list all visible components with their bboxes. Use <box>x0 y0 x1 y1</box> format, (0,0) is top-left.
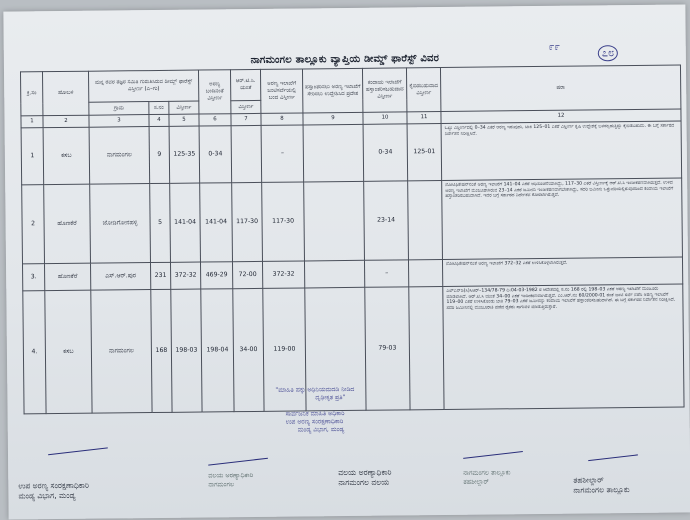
cell-rtc: 34-00 <box>233 288 264 411</box>
header-col10: ಕಂದಾಯ ಇಲಾಖೆಗೆ ಹಸ್ತಾಂತರಿಸಬಹುದಾದ ವಿಸ್ತೀರ್ಣ <box>362 68 406 112</box>
header-rec-area: ಅರಣ್ಯ ಬಂದಿನಂತೆ ವಿಸ್ತೀರ್ಣ <box>198 70 230 114</box>
cell-col11: 125-01 <box>407 124 442 181</box>
cell-remarks: ನೋಟಿಫಿಕೇಷನ್‌ನಂತೆ ಅರಣ್ಯ ಇಲಾಖೆಗೆ 372–32 ಎಕರೆ ಉಳಿಸಿಕೊಳ್ಳಲಾಗಿರುತ್ತದೆ. <box>442 257 682 287</box>
cell-remarks: ನೋಟಿಫಿಕೇಷನ್‌ನಂತೆ ಅರಣ್ಯ ಇಲಾಖೆಗೆ 141–04 ಎಕರೆ ಅಧಿಸೂಚನೆಯಾಗಿದ್ದು, 117–30 ಎಕರೆ ವಿಸ್ತೀರ್ಣಕ್ಕೆ ಆರ್.ಟಿ.ಸಿ ಇಂಡೀಕರಣವಾಗಿರುತ್ತದೆ. ಉಳಿದ ಅರಣ್ಯ ಇಲಾಖೆಗೆ ಮಂಜೂರಾಗಿರುವ 23–14 ಎಕರೆ ಜಮೀನು ಇಂಡೀಕರಣವಾಗಬೇಕಾಗಿದ್ದು, ಸದರಿ ಜಮೀನು ಒತ್ತುವರಿಯಲ್ಲಿರುವುದರಿಂದ ಕಂದಾಯ ಇಲಾಖೆಗೆ ಹಸ್ತಾಂತರಿಸಬಹುದಾಗಿದೆ. ಇದರ ಬಗ್ಗೆ ಸರ್ಕಾರದ ನಿರ್ದೇಶನ ಕೋರಲಾಗಿರುತ್ತದೆ. <box>442 178 683 260</box>
header-sl: ಕ್ರ.ಸಂ <box>20 72 42 116</box>
cell-col10: 23-14 <box>364 181 409 260</box>
stamp-line: ಸಾರ್ವಜನಿಕ ಮಾಹಿತಿ ಅಧಿಕಾರಿ <box>285 410 345 418</box>
header-row <box>20 65 680 103</box>
cell-col10: 0-34 <box>363 124 408 181</box>
cell-area: 198-03 <box>171 289 202 412</box>
header-rtc-area: ವಿಸ್ತೀರ್ಣ <box>231 100 261 113</box>
col-number: 6 <box>199 114 231 126</box>
signatory-title: ಉಪ ಅರಣ್ಯ ಸಂರಕ್ಷಣಾಧಿಕಾರಿ <box>18 480 90 491</box>
signature <box>463 451 523 459</box>
cell-survey: 5 <box>150 183 171 262</box>
cell-joint-survey: 119-00 <box>263 288 306 411</box>
signatory-title: ನಾಗಮಂಗಲ ತಾಲ್ಲೂಕು <box>463 468 511 477</box>
document-title: ನಾಗಮಂಗಲ ತಾಲ್ಲೂಕು ವ್ಯಾಪ್ತಿಯ ಡೀಮ್ಡ್ ಫಾರೆಸ್ಟ್ ವಿವರ <box>250 53 440 66</box>
cell-col11 <box>408 259 442 286</box>
header-committee: ಮನ್ನ ರವರ ತಜ್ಞರ ಸಮಿತಿ ಗುರುತಿಸಿರುವ ಡೀಮ್ಡ್ ಫಾರೆಸ್ಟ್ ವಿಸ್ತೀರ್ಣ (ಎ–ಗು) <box>88 70 198 102</box>
stamp-line: ದೃಢೀಕೃತ ಪ್ರತಿ" <box>315 394 346 402</box>
page-mark: ೯೯ <box>548 41 561 53</box>
cell-hobli: ಕಸಬ <box>43 127 90 184</box>
cell-village: ಎಸ್.ಆರ್.ಪುರ <box>90 263 150 291</box>
stamp-line: ಮಂಡ್ಯ ವಿಭಾಗ, ಮಂಡ್ಯ <box>297 426 345 434</box>
deemed-forest-table <box>20 64 685 414</box>
signatory-title: ತಹಶೀಲ್ದಾರ್ <box>573 475 604 485</box>
cell-col9 <box>303 124 364 182</box>
cell-col10: 79-03 <box>365 287 410 410</box>
col-number: 1 <box>21 116 43 128</box>
col-number: 2 <box>43 115 89 127</box>
cell-joint-survey: 372-32 <box>263 261 305 288</box>
cell-col11 <box>409 286 444 409</box>
col-number: 8 <box>261 113 303 125</box>
cell-survey: 231 <box>150 262 170 289</box>
cell-hobli: ಹೊಣಕೆರೆ <box>44 184 91 263</box>
col-number: 9 <box>303 112 363 125</box>
header-village: ಗ್ರಾಮ <box>89 102 149 116</box>
cell-sl: 1 <box>21 128 44 185</box>
col-number: 5 <box>169 114 199 126</box>
header-joint-survey: ಅರಣ್ಯ ಇಲಾಖೆಗೆ ಜಂಟಿಸರ್ವೆಯಲ್ಲಿ ಬಂದ ವಿಸ್ತೀರ್ಣ <box>260 69 302 113</box>
cell-sl: 2 <box>22 185 45 264</box>
signatory-sub: ನಾಗಮಂಗಲ <box>208 479 235 489</box>
signatory-dcf <box>18 481 89 502</box>
header-col11: ಕೈಬಿಡಬಹುದಾದ ವಿಸ್ತೀರ್ಣ <box>406 68 440 112</box>
signature <box>48 447 108 455</box>
cell-col9 <box>305 260 365 288</box>
cell-remarks: ಒಟ್ಟು ವಿಸ್ತೀರ್ಣದಲ್ಲಿ 0–34 ಎಕರೆ ಅರಣ್ಯ ಇರುವುದು, ಬಾಕಿ 125–01 ಎಕರೆ ವಿಸ್ತೀರ್ಣ ಕೃಷಿ ಉದ್ದೇಶಕ್ಕೆ ಬಳಸಲ್ಪಡುತ್ತಿದ್ದು ಕೈಬಿಡಬಹುದು. ಈ ಬಗ್ಗೆ ಸರ್ಕಾರದ ನಿರ್ದೇಶನ ನಿರೀಕ್ಷಿಸಿದೆ. <box>441 121 682 181</box>
stamp-line: ಉಪ ಅರಣ್ಯ ಸಂರಕ್ಷಣಾಧಿಕಾರಿ <box>285 418 344 426</box>
cell-rec-area: 198-04 <box>201 289 234 412</box>
cell-joint-survey: – <box>261 125 304 182</box>
header-rtc: ಆರ್.ಟಿ.ಸಿ. ಯಂತೆ <box>230 69 260 100</box>
table-row <box>21 121 682 185</box>
cell-rtc: 117-30 <box>232 182 263 261</box>
signatory-sub: ಮಂಡ್ಯ ವಿಭಾಗ, ಮಂಡ್ಯ <box>18 491 76 501</box>
cell-rec-area: 0-34 <box>199 126 232 183</box>
rti-stamp <box>275 386 355 435</box>
cell-col10: – <box>364 260 408 287</box>
cell-area: 125-35 <box>169 126 200 183</box>
header-remarks: ಷರಾ <box>440 65 680 112</box>
header-hobli: ಹೋಬಳಿ <box>42 71 88 115</box>
cell-area: 141-04 <box>170 183 201 262</box>
signatory-sub: ನಾಗಮಂಗಲ ತಾಲ್ಲೂಕು <box>573 485 630 495</box>
cell-survey: 168 <box>151 289 172 412</box>
signature <box>208 458 268 466</box>
cell-village: ಜೋಡಿಗೋನಹಳ್ಳಿ <box>90 184 151 264</box>
cell-col11 <box>408 181 443 260</box>
cell-rtc <box>231 125 262 182</box>
signatory-sub: ತಹಶೀಲ್ದಾರ್ <box>463 477 489 486</box>
signatory-sub: ನಾಗಮಂಗಲ ವಲಯ <box>338 477 390 488</box>
signature <box>588 454 638 461</box>
header-area: ವಿಸ್ತೀರ್ಣ <box>169 101 199 114</box>
col-number: 4 <box>149 114 169 126</box>
signatory-title: ವಲಯ ಅರಣ್ಯಾಧಿಕಾರಿ <box>208 470 254 480</box>
stamp-line: "ಮಾಹಿತಿ ಹಕ್ಕು ಅಧಿನಿಯಮದಡಿ ನೀಡಿದ <box>275 385 355 394</box>
cell-rtc: 72-00 <box>233 261 263 288</box>
cell-hobli: ಹೊಣಕೆರೆ <box>45 263 91 290</box>
cell-rec-area: 141-04 <box>200 183 233 262</box>
signatory-taluk <box>463 468 511 486</box>
header-col9: ಹಸ್ತಾಂತರಿಸಲು ಅರಣ್ಯ ಇಲಾಖೆಗೆ ಸೇರಿಸಲು ಉದ್ದೇಶಿಸಿದ ಪ್ರದೇಶ <box>302 68 362 113</box>
cell-sl: 4. <box>23 291 46 414</box>
signatory-title: ವಲಯ ಅರಣ್ಯಾಧಿಕಾರಿ <box>338 467 392 478</box>
col-number: 3 <box>89 115 149 128</box>
cell-village: ನಾಗಮಂಗಲ <box>91 290 152 414</box>
cell-sl: 3. <box>23 264 45 291</box>
col-number: 10 <box>363 112 407 124</box>
cell-area: 372-32 <box>170 262 200 289</box>
table-row <box>22 178 683 264</box>
header-survey: ಸ.ನಂ <box>149 101 169 114</box>
cell-hobli: ಕಸಬ <box>45 290 92 413</box>
signatory-rfo <box>338 468 392 489</box>
page-mark-circled: ೭೮ <box>598 45 618 61</box>
signatory-rfo-stamp <box>208 471 253 489</box>
cell-village: ನಾಗಮಂಗಲ <box>89 127 150 185</box>
cell-remarks: ಎಲ್‌ಎನ್‌ಡಿ(ಸಿ)ಸಿಆರ್–134/78-79 ದಿ:04-03-1982 ರ ಆದೇಶದಲ್ಲಿ ಸ.ನಂ 168 ರಲ್ಲಿ 198–03 ಎಕರೆ ಅರಣ್ಯ ಇಲಾಖೆಗೆ ಮಂಜೂರು ಮಾಡಲಾಗಿದೆ. ಆರ್.ಟಿ.ಸಿ ಯಂತೆ 34–00 ಎಕರೆ ಇಂಡೀಕರಣವಾಗಿರುತ್ತದೆ. ಎಂ.ಆರ್.ನಂ 60/2000-01 ರಂತೆ ಜಂಟಿ ಸರ್ವೆ ನಡೆಸಿ ಅರಣ್ಯ ಇಲಾಖೆಗೆ 119–00 ಎಕರೆ ಉಳಿಸಿಕೊಂಡು ಬಾಕಿ 79–03 ಎಕರೆ ಜಮೀನನ್ನು ಕಂದಾಯ ಇಲಾಖೆಗೆ ಹಸ್ತಾಂತರಿಸಬಹುದಾಗಿದೆ. ಈ ಬಗ್ಗೆ ಸರ್ಕಾರದ ನಿರ್ದೇಶನ ನಿರೀಕ್ಷಿಸಿದೆ. ಸದರಿ ಜಮೀನಿನಲ್ಲಿ ಮಂಜೂರಾತಿ ಪಡೆದ ರೈತರು ಸಾಗುವಳಿ ಮಾಡುತ್ತಿರುತ್ತಾರೆ. <box>443 284 684 410</box>
cell-joint-survey: 117-30 <box>262 182 305 261</box>
col-number: 7 <box>231 113 261 125</box>
cell-survey: 9 <box>149 126 170 183</box>
document-sheet <box>3 4 690 519</box>
cell-rec-area: 469-29 <box>201 262 233 289</box>
cell-col9 <box>304 181 365 261</box>
col-number: 12 <box>441 109 681 124</box>
col-number: 11 <box>407 112 441 124</box>
signatory-tahsildar <box>573 475 629 496</box>
